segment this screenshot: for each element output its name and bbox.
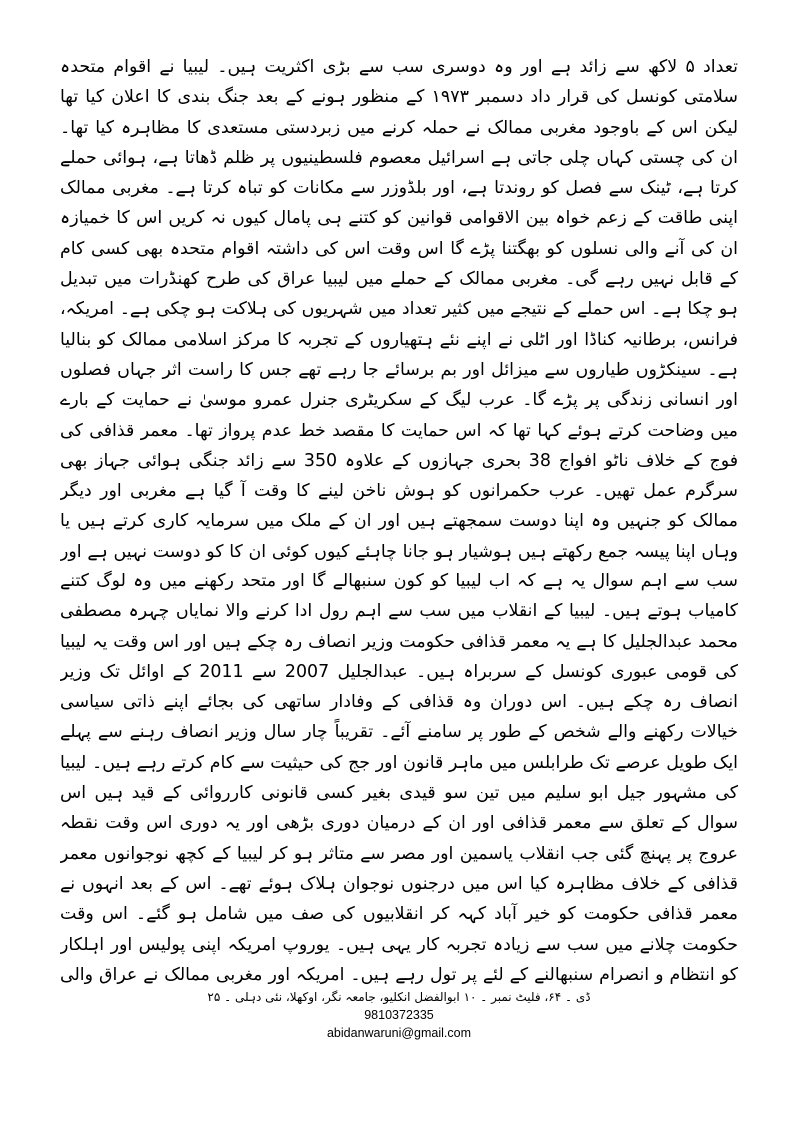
article-paragraph-1: تعداد ۵ لاکھ سے زائد ہے اور وہ دوسری سب سے بڑی اکثریت ہیں۔ لیبیا نے اقوام متحدہ سلامتی کونسل کی قرار داد دسمبر ۱۹۷۳ کے منظور ہونے کے بعد جنگ بندی کا اعلان کیا تھا لیکن اس کے باوجود مغربی ممالک نے حملہ کرنے میں زبردستی مستعدی کا مظاہرہ کیا تھا۔ ان کی چستی کہاں چلی جاتی ہے اسرائیل معصوم فلسطینیوں پر ظلم ڈھاتا ہے، ہوائی حملے کرتا ہے، ٹینک سے فصل کو روندتا ہے، اور بلڈوزر سے مکانات کو تباہ کرتا ہے۔ مغربی ممالک اپنی طاقت کے زعم خواہ بین الاقوامی قوانین کو کتنے ہی پامال کیوں نہ کریں اس کا خمیازہ ان کی آنے والی نسلوں کو بھگتنا پڑے گا اس وقت اس کی داشتہ اقوام متحدہ بھی کسی کام کے قابل نہیں رہے گی۔ مغربی ممالک کے حملے میں لیبیا عراق کی طرح کھنڈرات میں تبدیل ہو چکا ہے۔ اس حملے کے نتیجے میں کثیر تعداد میں شہریوں کی ہلاکت ہو چکی ہے۔ امریکہ، فرانس، برطانیہ کناڈا اور اٹلی نے اپنے نئے ہتھیاروں کے تجربہ کا مرکز اسلامی ممالک کو بنالیا ہے۔ سینکڑوں طیاروں سے میزائل اور بم برسائے جا رہے تھے جس کا راست اثر جہاں فصلوں اور انسانی زندگی پر پڑے گا۔ عرب لیگ کے سکریٹری جنرل عمرو موسیٰ نے حمایت کے بارے میں وضاحت کرتے ہوئے کہا تھا کہ اس حمایت کا مقصد خط عدم پرواز تھا۔ معمر قذافی کی فوج کے خلاف ناٹو افواج 38 بحری جہازوں کے علاوہ 350 سے زائد جنگی ہوائی جہاز بھی سرگرم عمل تھیں۔ عرب حکمرانوں کو ہوش ناخن لینے کا وقت آ گیا ہے مغربی اور دیگر ممالک کو جنہیں وہ اپنا دوست سمجھتے ہیں اور ان کے ملک میں سرمایہ کاری کرتے ہیں یا وہاں اپنا پیسہ جمع رکھتے ہیں ہوشیار ہو جانا چاہئے کیوں کوئی ان کا کو دوست نہیں ہے اور [60, 57, 738, 562]
author-email[interactable]: abidanwaruni@gmail.com [326, 1026, 471, 1040]
author-contact-block [60, 988, 738, 1042]
author-phone: 9810372335 [364, 1008, 434, 1022]
author-address: ڈی ۔ ۶۴، فلیٹ نمبر ۔ ۱۰ ابوالفضل انکلیو، جامعہ نگر، اوکھلا، نئی دہلی ۔ ۲۵ [207, 990, 591, 1004]
article-paragraph-2: سب سے اہم سوال یہ ہے کہ اب لیبیا کو کون سنبھالے گا اور متحد رکھنے میں وہ لوگ کتنے کامیاب ہوتے ہیں۔ لیبیا کے انقلاب میں سب سے اہم رول ادا کرنے والا نمایاں چہرہ مصطفی محمد عبدالجلیل کا ہے یہ معمر قذافی حکومت وزیر انصاف رہ چکے ہیں اور اس وقت یہ لیبیا کی قومی عبوری کونسل کے سربراہ ہیں۔ عبدالجلیل 2007 سے 2011 کے اوائل تک وزیر انصاف رہ چکے ہیں۔ اس دوران وہ قذافی کے وفادار ساتھی کی بجائے اپنے ذاتی سیاسی خیالات رکھنے والے شخص کے طور پر سامنے آئے۔ تقریباً چار سال وزیر انصاف رہنے سے پہلے ایک طویل عرصے تک طرابلس میں ماہر قانون اور جج کی حیثیت سے کام کرتے رہے ہیں۔ لیبیا کی مشہور جیل ابو سلیم میں تین سو قیدی بغیر کسی قانونی کارروائی کے قید ہیں اس سوال کے تعلق سے معمر قذافی اور ان کے درمیان دوری بڑھی اور یہ دوری اس وقت نقطہ عروج پر پہنچ گئی جب انقلاب یاسمین اور مصر سے متاثر ہو کر لیبیا کے کچھ نوجوانوں معمر قذافی کے خلاف مظاہرہ کیا اس میں درجنوں نوجوان ہلاک ہوئے تھے۔ اس کے بعد انہوں نے معمر قذافی حکومت کو خیر آباد کہہ کر انقلابیوں کی صف میں شامل ہو گئے۔ اس وقت حکومت چلانے میں سب سے زیادہ تجربہ کار یہی ہیں۔ یوروپ امریکہ اپنی پولیس اور اہلکار کو انتظام و انصرام سنبھالنے کے لئے پر تول رہے ہیں۔ امریکہ اور مغربی ممالک نے عراق والی [60, 571, 738, 985]
document-page [60, 52, 738, 1092]
